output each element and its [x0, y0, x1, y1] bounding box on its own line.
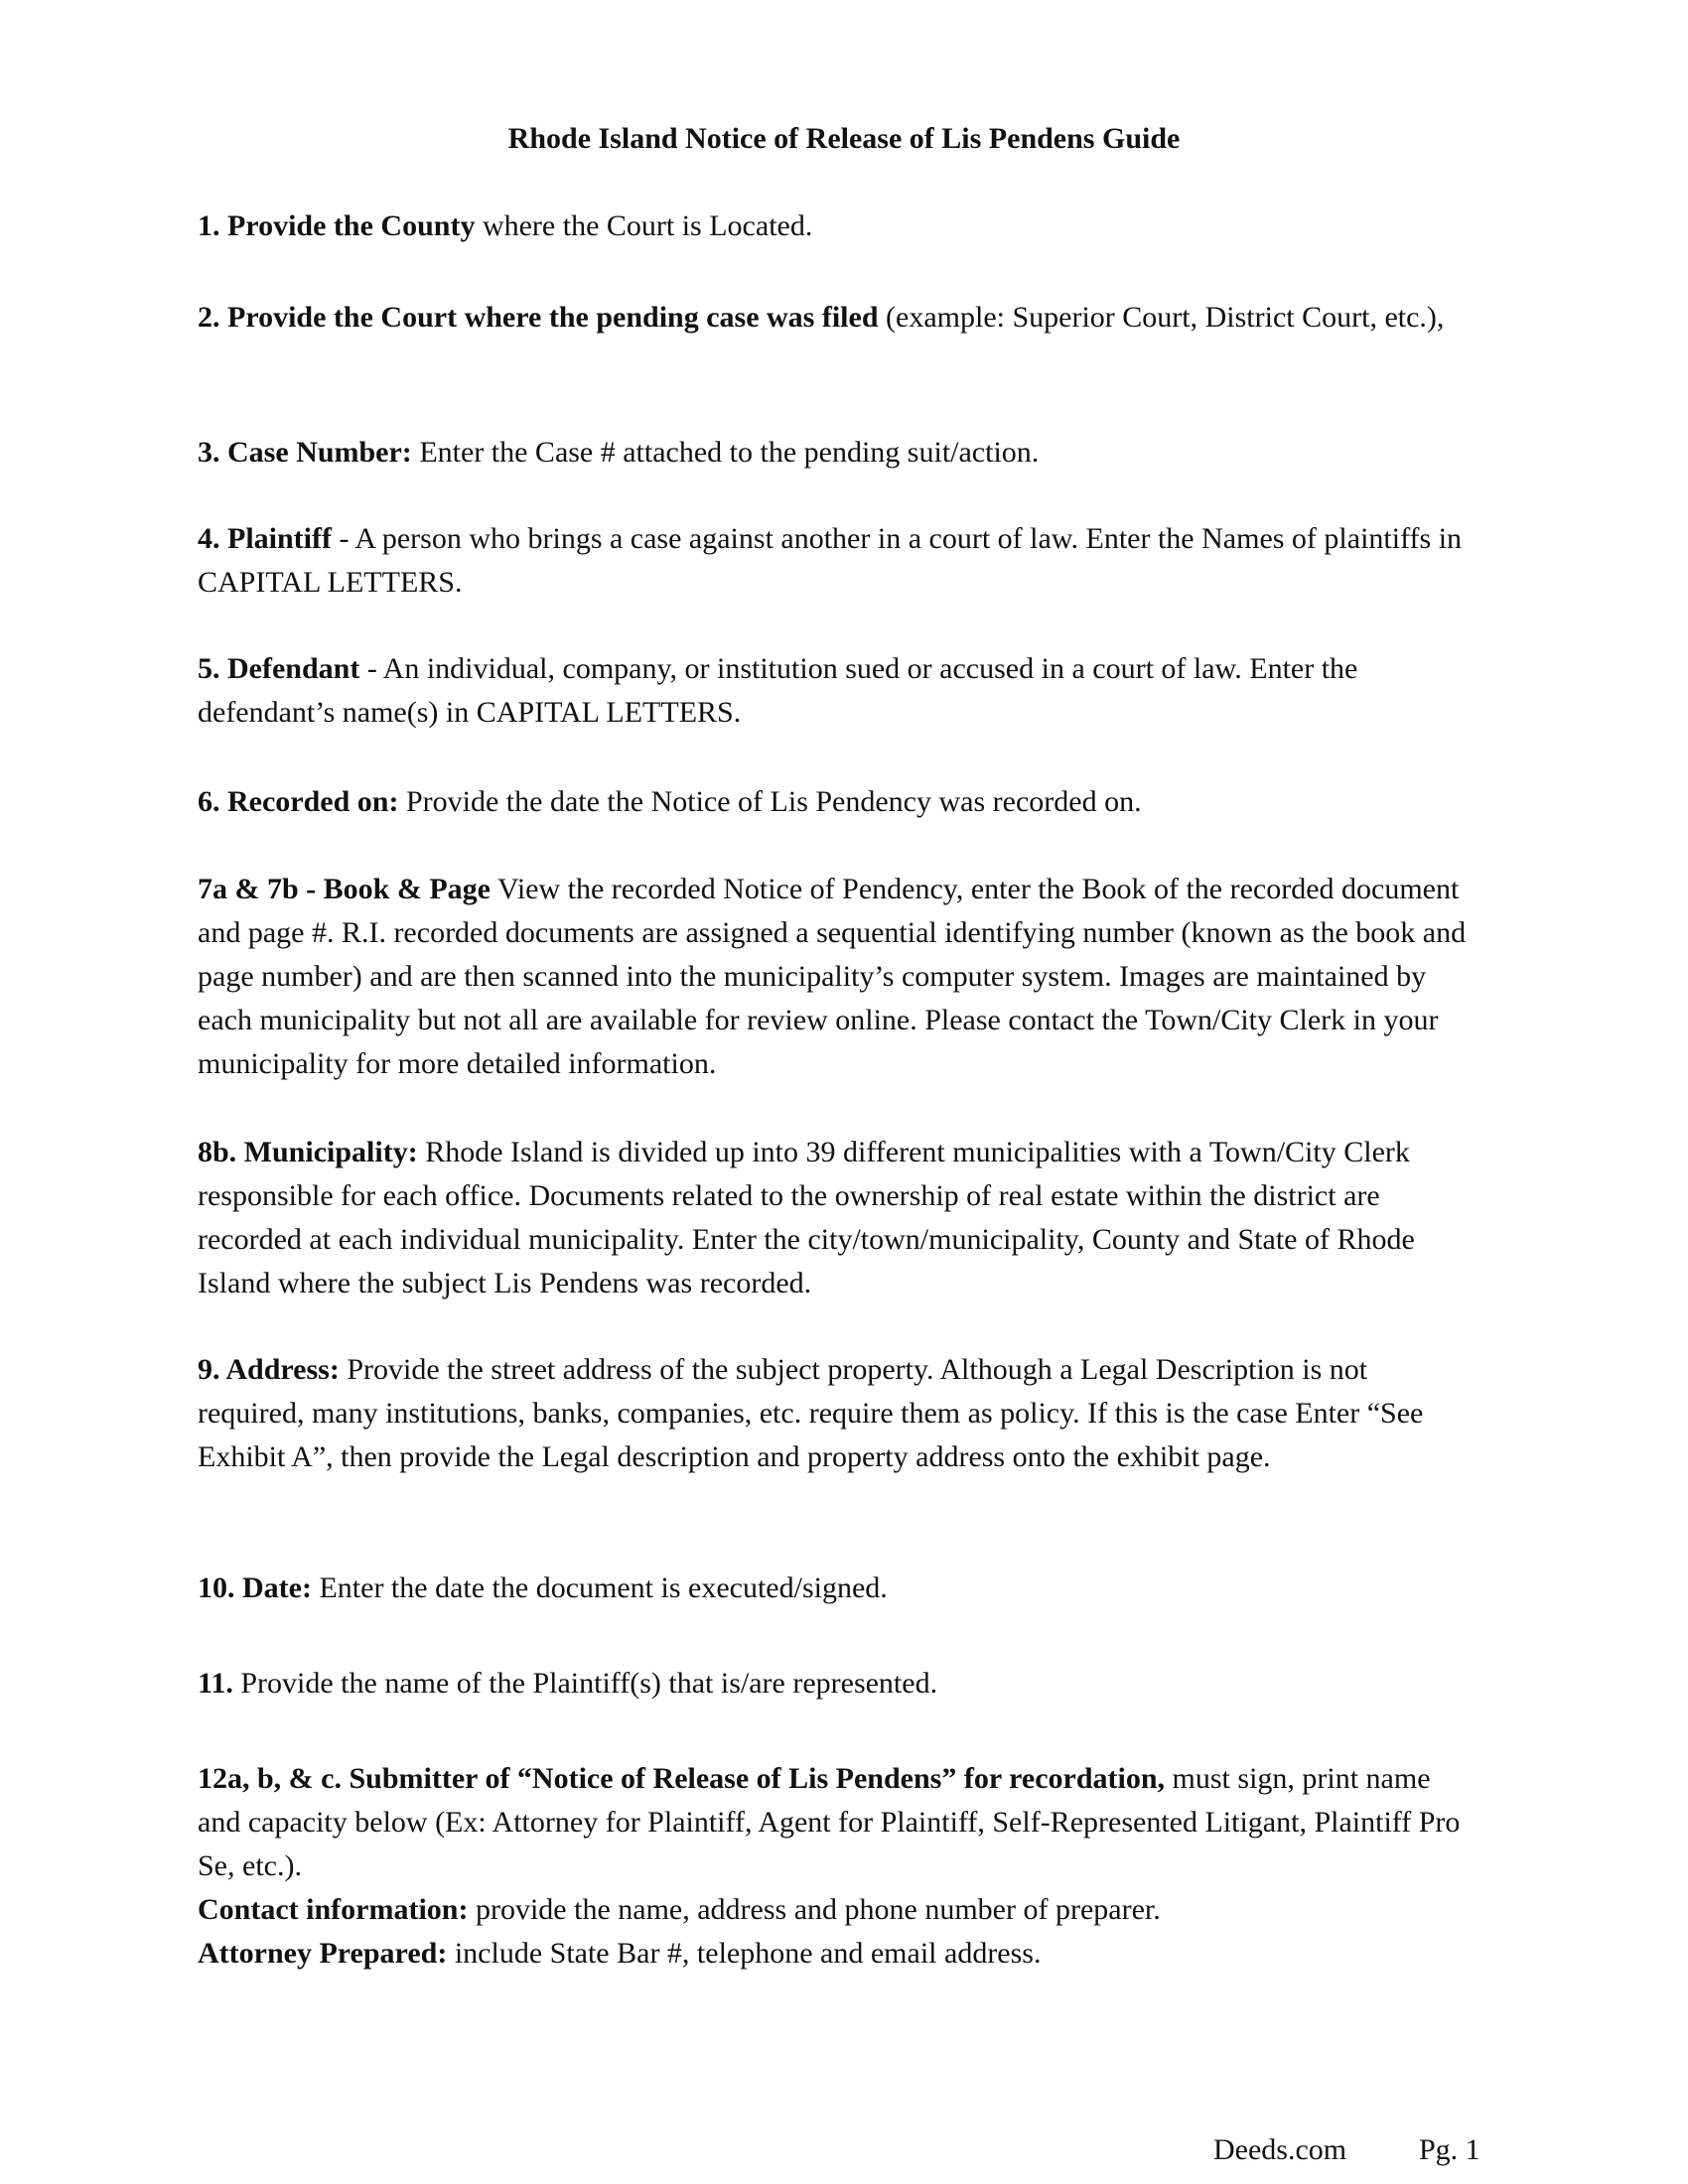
guide-item-contact [198, 1888, 1478, 1932]
item-text: - An individual, company, or institution sued or accused in a court of law. Enter the defendant’s name(s) in CAPITAL LETTERS. [198, 652, 1358, 729]
item-heading: Attorney Prepared: [198, 1937, 448, 1970]
guide-item-5 [198, 647, 1478, 735]
guide-item-7 [198, 868, 1478, 1086]
item-heading: 1. Provide the County [198, 209, 476, 242]
guide-item-2 [198, 296, 1478, 340]
item-heading: 10. Date: [198, 1571, 312, 1604]
item-text: must sign, print name and capacity below (Ex: Attorney for Plaintiff, Agent for Plaintiff, Self-Represented Litigant, Plaintiff Pro Se, etc.). [198, 1762, 1461, 1882]
document-title: Rhode Island Notice of Release of Lis Pendens Guide [507, 122, 1181, 155]
item-heading: 12a, b, & c. Submitter of “Notice of Release of Lis Pendens” for recordation, [198, 1762, 1166, 1795]
footer-site-name: Deeds.com [1213, 2133, 1347, 2166]
item-text: Enter the Case # attached to the pending suit/action. [411, 436, 1040, 469]
item-text: Provide the name of the Plaintiff(s) that is/are represented. [232, 1667, 938, 1700]
guide-item-9 [198, 1348, 1478, 1479]
footer-page-number: Pg. 1 [1419, 2133, 1480, 2166]
guide-item-1 [198, 205, 1478, 248]
guide-item-10 [198, 1567, 1478, 1610]
guide-item-3 [198, 431, 1478, 475]
item-heading: 4. Plaintiff [198, 522, 332, 555]
item-text: where the Court is Located. [475, 209, 813, 242]
item-heading: 2. Provide the Court where the pending case was filed [198, 301, 879, 334]
guide-item-4 [198, 517, 1478, 605]
item-text: - A person who brings a case against another in a court of law. Enter the Names of plaintiffs in CAPITAL LETTERS. [198, 522, 1463, 599]
item-heading: Contact information: [198, 1893, 469, 1926]
item-text: Rhode Island is divided up into 39 different municipalities with a Town/City Clerk responsible for each office. Documents related to the ownership of real estate within the district are recorded at each individual municipality. Enter the city/town/municipality, County and State of Rhode Island where the subject Lis Pendens was recorded. [198, 1136, 1415, 1299]
guide-item-8 [198, 1131, 1478, 1305]
guide-item-6 [198, 780, 1478, 824]
item-text: View the recorded Notice of Pendency, enter the Book of the recorded document and page #. R.I. recorded documents are assigned a sequential identifying number (known as the book and page number) and are then scanned into the municipality’s computer system. Images are maintained by each municipality but not all are available for review online. Please contact the Town/City Clerk in your municipality for more detailed information. [198, 873, 1467, 1080]
item-heading: 11. [198, 1667, 233, 1700]
item-text: Provide the street address of the subject property. Although a Legal Description is not required, many institutions, banks, companies, etc. require them as policy. If this is the case Enter “See Exhibit A”, then provide the Legal description and property address onto the exhibit page. [198, 1353, 1424, 1473]
guide-item-11 [198, 1662, 1478, 1706]
item-text: provide the name, address and phone number of preparer. [468, 1893, 1161, 1926]
item-heading: 8b. Municipality: [198, 1136, 418, 1168]
item-text: include State Bar #, telephone and email address. [447, 1937, 1042, 1970]
item-heading: 9. Address: [198, 1353, 340, 1386]
item-heading: 7a & 7b - Book & Page [198, 873, 491, 905]
item-text: Enter the date the document is executed/signed. [311, 1571, 888, 1604]
item-heading: 3. Case Number: [198, 436, 412, 469]
item-heading: 6. Recorded on: [198, 785, 399, 818]
item-text: Provide the date the Notice of Lis Pendency was recorded on. [398, 785, 1142, 818]
item-text: (example: Superior Court, District Court, etc.), [878, 301, 1445, 334]
guide-item-12 [198, 1757, 1478, 1888]
guide-item-attorney [198, 1932, 1478, 1976]
item-heading: 5. Defendant [198, 652, 360, 685]
